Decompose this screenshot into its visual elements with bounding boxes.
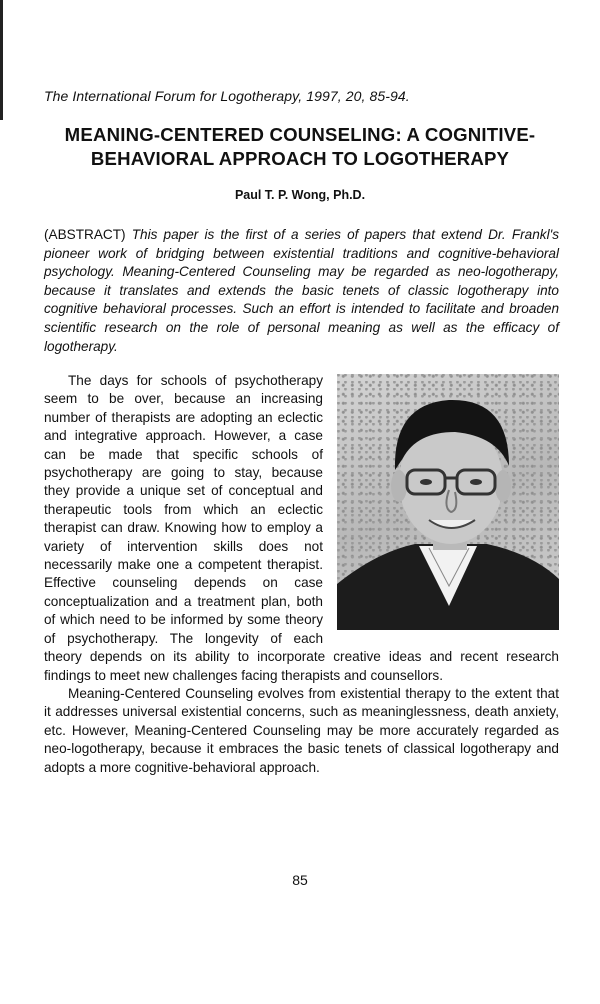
article-title: MEANING-CENTERED COUNSELING: A COGNITIVE-BEHAVIORAL APPROACH TO LOGOTHERAPY (64, 124, 536, 169)
article-author: Paul T. P. Wong, Ph.D. (234, 188, 366, 202)
journal-citation: The International Forum for Logotherapy, 1997, 20, 85-94. (44, 88, 410, 104)
body-paragraph: The days for schools of psychotherapy seem to be over, because an increasing number of therapists are adopting an eclectic and integrative approach. However, a case can be made that specific schools of psychotherapy are going to stay, because they provide a unique set of conceptual and therapeutic tools from which an eclectic therapist can draw. Knowing how to employ a variety of intervention skills does not necessarily make one a competent therapist. Effective counseling depends on case conceptualization and a treatment plan, both of which need to be informed by some theory of psychotherapy. The longevity of each theory depends on its ability to incorporate creative ideas and recent research findings to meet new challenges facing therapists and counsellors. (44, 373, 559, 683)
body-paragraph: Meaning-Centered Counseling evolves from existential therapy to the extent that it addresses universal existential concerns, such as meaninglessness, death anxiety, etc. However, Meaning-Centered Counseling may be more accurately regarded as neo-logotherapy, because it embraces the basic tenets of classical logotherapy and adopts a more cognitive-behavioral approach. (44, 685, 559, 775)
page-number: 85 (292, 872, 308, 888)
abstract-text: This paper is the first of a series of papers that extend Dr. Frankl's pioneer work of bridging between existential traditions and cognitive-behavioral psychology. Meaning-Centered Counseling may be regarded as neo-logotherapy, because it translates and extends the basic tenets of classic logotherapy into cognitive behavioral processes. Such an effort is intended to facilitate and broaden scientific research on the role of personal meaning as well as the efficacy of logotherapy. (44, 227, 560, 354)
binding-edge (0, 0, 3, 120)
article-body (44, 372, 559, 777)
abstract-label: (ABSTRACT) (44, 227, 126, 242)
author-photo (337, 374, 559, 630)
abstract (44, 226, 559, 356)
author-portrait-image (337, 374, 559, 630)
